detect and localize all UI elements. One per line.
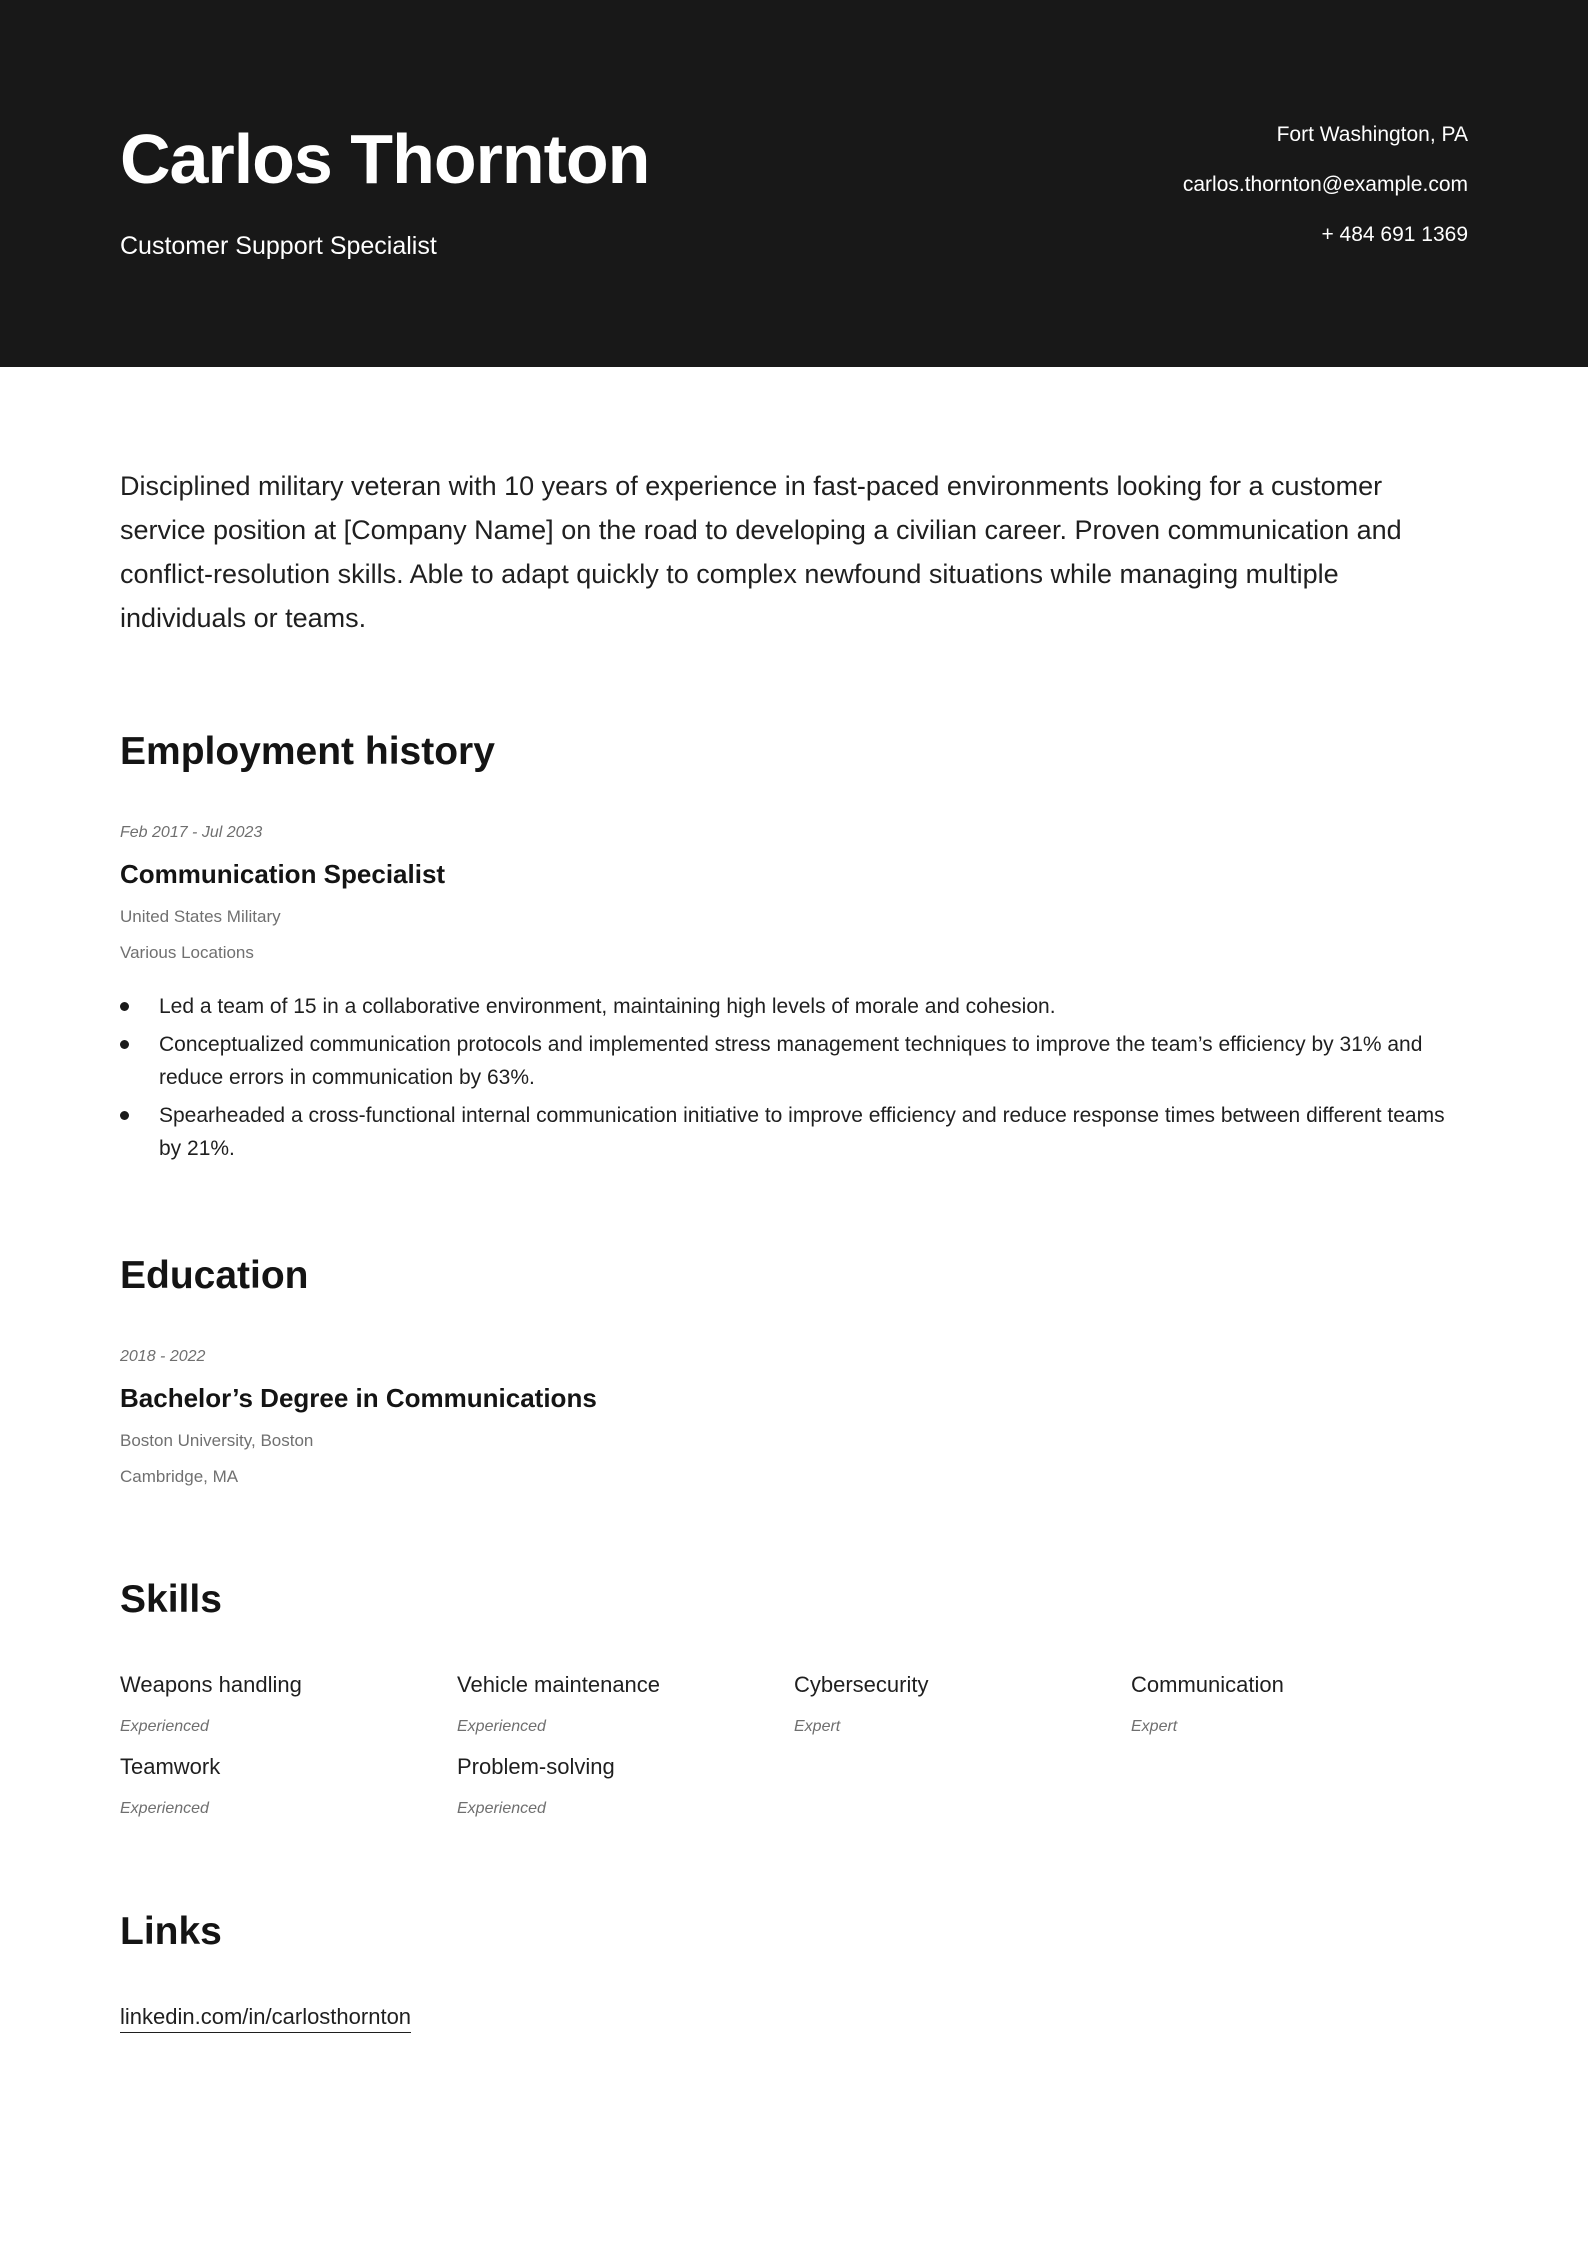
job-bullet-text: Led a team of 15 in a collaborative environment, maintaining high levels of morale and cohesion. — [159, 995, 1056, 1018]
skill-name: Communication — [1131, 1672, 1284, 1697]
skills-section-title: Skills — [120, 1578, 222, 1621]
job-dates: Feb 2017 - Jul 2023 — [120, 824, 263, 841]
profile-summary: Disciplined military veteran with 10 years of experience in fast-paced environments looking for a customer service position at [Company Name] on the road to developing a civilian career. Proven communication and conflict-resolution skills. Able to adapt quickly to complex newfound situations while managing multiple individuals or teams. — [120, 471, 1402, 633]
bullet-dot-icon — [120, 1002, 129, 1011]
job-bullet-text: Conceptualized communication protocols and implemented stress management techniques to improve the team’s efficiency by 31% and reduce errors in communication by 63%. — [159, 1033, 1423, 1089]
skill-name: Vehicle maintenance — [457, 1672, 661, 1697]
education-school: Boston University, Boston — [120, 1431, 314, 1450]
contact-location: Fort Washington, PA — [1276, 123, 1468, 146]
links-section-title: Links — [120, 1910, 222, 1953]
skill-name: Cybersecurity — [794, 1672, 929, 1697]
education-dates: 2018 - 2022 — [120, 1348, 206, 1365]
job-bullet-text: Spearheaded a cross-functional internal communication initiative to improve efficiency and reduce response times between different teams by 21%. — [159, 1104, 1445, 1160]
resume-header — [0, 0, 1588, 367]
linkedin-link[interactable]: linkedin.com/in/carlosthornton — [120, 2002, 411, 2033]
skill-name: Teamwork — [120, 1754, 221, 1779]
employment-section-title: Employment history — [120, 730, 495, 773]
skill-level: Experienced — [457, 1800, 546, 1817]
skill-level: Experienced — [120, 1800, 209, 1817]
candidate-name: Carlos Thornton — [120, 120, 650, 198]
skill-name: Problem-solving — [457, 1754, 615, 1779]
bullet-dot-icon — [120, 1111, 129, 1120]
education-section-title: Education — [120, 1254, 309, 1297]
bullet-dot-icon — [120, 1040, 129, 1049]
skill-level: Expert — [794, 1718, 841, 1735]
contact-email[interactable]: carlos.thornton@example.com — [1182, 173, 1468, 196]
candidate-role: Customer Support Specialist — [120, 232, 437, 260]
education-location: Cambridge, MA — [120, 1467, 239, 1486]
contact-phone[interactable]: + 484 691 1369 — [1321, 223, 1468, 246]
job-bullet — [120, 990, 1470, 1023]
job-employer: United States Military — [120, 907, 281, 926]
job-bullet — [120, 1099, 1470, 1165]
skill-level: Expert — [1131, 1718, 1178, 1735]
skill-level: Experienced — [120, 1718, 209, 1735]
job-position: Communication Specialist — [120, 859, 446, 889]
job-bullet — [120, 1028, 1470, 1094]
job-bullet-list — [120, 990, 1470, 1170]
job-location: Various Locations — [120, 943, 254, 962]
education-degree: Bachelor’s Degree in Communications — [120, 1383, 597, 1413]
skill-name: Weapons handling — [120, 1672, 302, 1697]
skill-level: Experienced — [457, 1718, 546, 1735]
